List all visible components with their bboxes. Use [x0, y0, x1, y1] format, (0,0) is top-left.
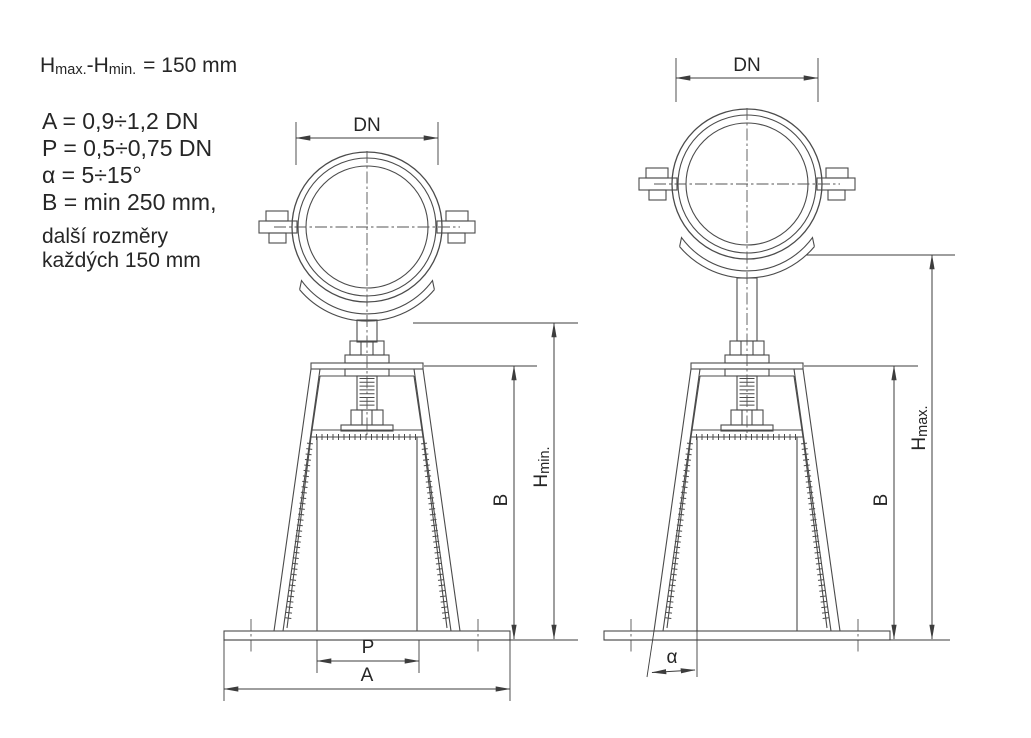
- dim-label-dn-left: DN: [353, 115, 381, 136]
- dn-dimension-right: [676, 55, 818, 102]
- formula-p: P = 0,5÷0,75 DN: [42, 135, 213, 161]
- formula-b: B = min 250 mm,: [42, 189, 217, 215]
- hmin-dimension: [531, 323, 554, 639]
- dim-label-b-right: B: [871, 493, 892, 507]
- dim-label-hmin: Hmin.: [531, 446, 553, 488]
- formula-hmax-hmin: Hmax.-Hmin. = 150 mm: [40, 54, 238, 78]
- alpha-dimension: [647, 440, 697, 677]
- note-line-1: další rozměry: [42, 225, 169, 248]
- dim-label-a: A: [360, 665, 374, 686]
- note-line-2: každých 150 mm: [42, 249, 201, 272]
- dim-label-b-left: B: [491, 493, 512, 507]
- hmax-dimension: [909, 255, 932, 639]
- legend: [40, 54, 237, 272]
- dim-label-hmax: Hmax.: [909, 405, 931, 451]
- formula-alpha: α = 5÷15°: [42, 162, 142, 188]
- right-drawing-hmax: [604, 55, 955, 677]
- dim-label-alpha: α: [666, 647, 678, 668]
- b-dimension-right: [871, 366, 894, 639]
- dim-label-dn-right: DN: [733, 55, 761, 76]
- dim-label-p: P: [361, 637, 375, 658]
- support-stand-right: [604, 341, 890, 654]
- b-dimension-left: [491, 366, 514, 639]
- left-drawing-hmin: [224, 115, 578, 701]
- formula-a: A = 0,9÷1,2 DN: [42, 108, 199, 134]
